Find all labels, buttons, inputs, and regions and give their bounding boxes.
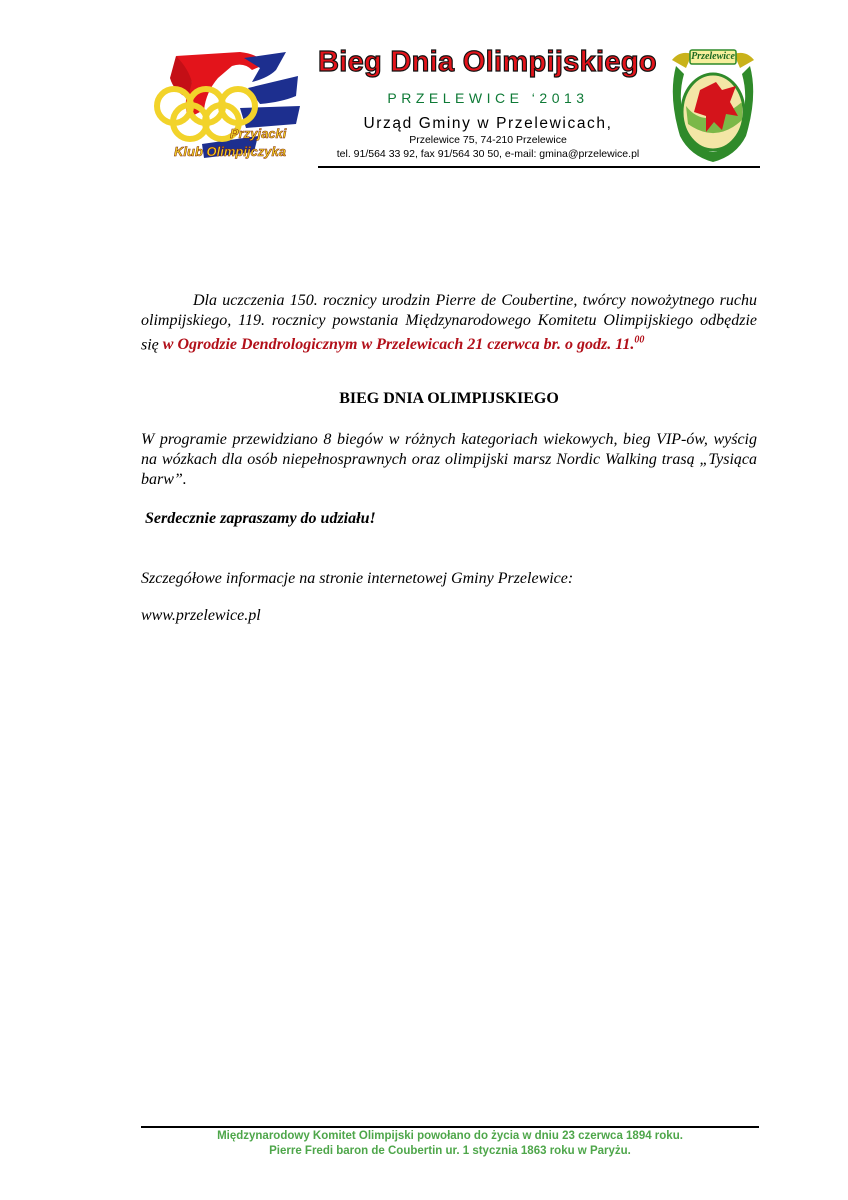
- header-divider: [318, 166, 760, 168]
- footer-line-1: Międzynarodowy Komitet Olimpijski powołano do życia w dniu 23 czerwca 1894 roku.: [217, 1130, 683, 1142]
- header-address: Przelewice 75, 74-210 Przelewice: [409, 134, 567, 146]
- footer-line-2: Pierre Fredi baron de Coubertin ur. 1 stycznia 1863 roku w Paryżu.: [269, 1145, 631, 1157]
- info-text: Szczegółowe informacje na stronie internetowej Gminy Przelewice:: [141, 570, 574, 587]
- coat-of-arms-banner-text: Przelewice: [691, 51, 735, 62]
- olympic-club-logo: [148, 48, 308, 168]
- przelewice-coat-of-arms: [666, 46, 760, 164]
- intro-time-superscript: 00: [634, 335, 645, 346]
- header-office: Urząd Gminy w Przelewicach,: [363, 115, 613, 132]
- footer-divider: [141, 1126, 759, 1128]
- intro-text: Dla uczczenia 150. rocznicy urodzin Pierre de Coubertine, twórcy nowożytnego ruchu olimpijskiego, 119. rocznicy powstania Międzynarodowego Komitetu Olimpijskiego odbędzie się: [141, 292, 757, 354]
- intro-paragraph: [141, 291, 757, 355]
- header-subtitle: PRZELEWICE ‘2013: [387, 90, 589, 106]
- logo-text-line1: Przyjacki: [230, 126, 287, 141]
- invitation-text: Serdecznie zapraszamy do udziału!: [145, 510, 376, 527]
- website-link[interactable]: www.przelewice.pl: [141, 607, 261, 624]
- header-title: Bieg Dnia Olimpijskiego: [318, 46, 657, 78]
- header-contact: tel. 91/564 33 92, fax 91/564 30 50, e-mail: gmina@przelewice.pl: [336, 148, 640, 160]
- event-heading: BIEG DNIA OLIMPIJSKIEGO: [339, 390, 559, 407]
- program-paragraph: W programie przewidziano 8 biegów w różnych kategoriach wiekowych, bieg VIP-ów, wyścig na wózkach dla osób niepełnosprawnych oraz olimpijski marsz Nordic Walking trasą „Tysiąca barw”.: [141, 431, 757, 488]
- intro-highlight-text: w Ogrodzie Dendrologicznym w Przelewicach 21 czerwca br. o godz. 11.: [162, 336, 635, 354]
- intro-highlight: [163, 336, 645, 353]
- logo-text-line2: Klub Olimpijczyka: [174, 144, 286, 159]
